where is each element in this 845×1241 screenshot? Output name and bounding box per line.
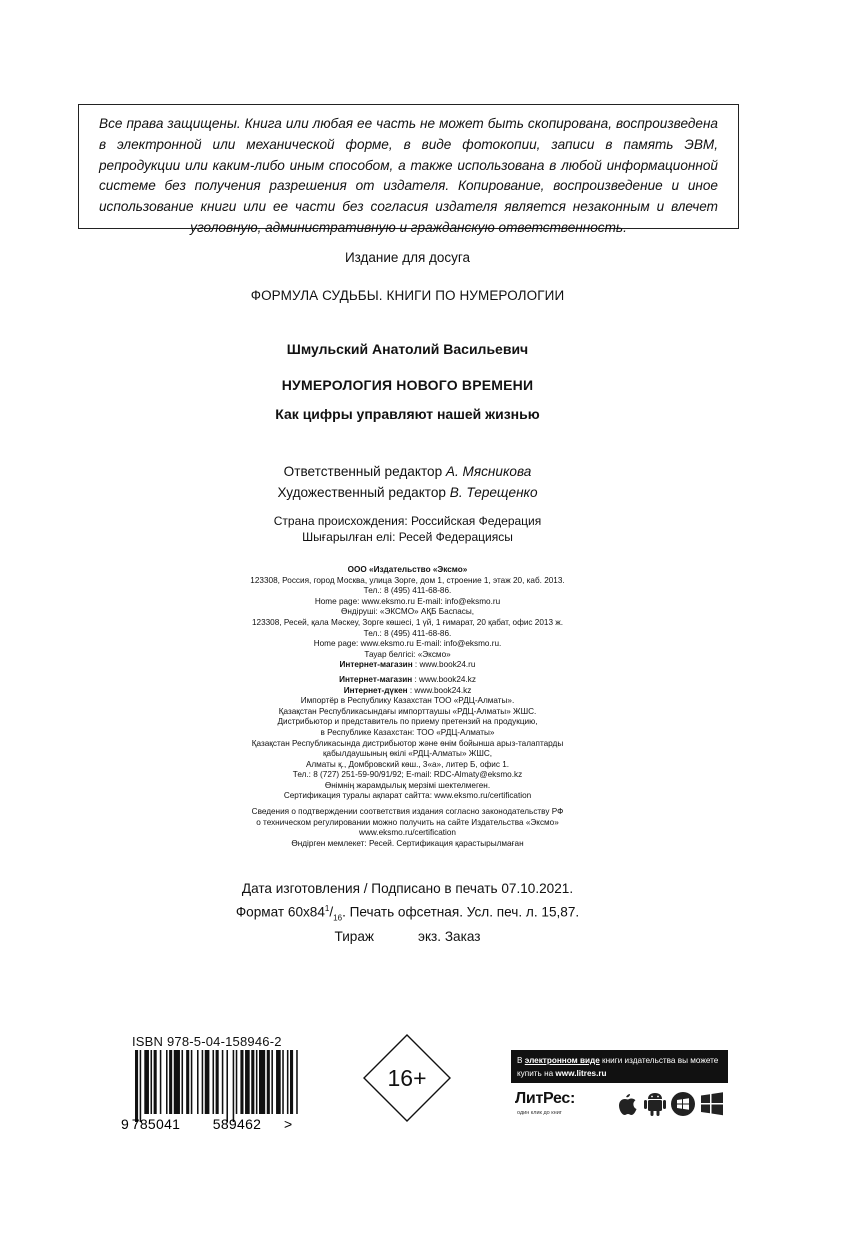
- barcode-bar: [151, 1050, 153, 1114]
- apple-icon: [619, 1094, 637, 1115]
- publisher-line: 123308, Ресей, қала Мәскеу, Зорге көшесі, 1 үй, 1 ғимарат, 20 қабат, офис 2013 ж.: [251, 617, 564, 627]
- platform-icons: [615, 1090, 727, 1118]
- copyright-text: Все права защищены. Книга или любая ее часть не может быть скопирована, воспроизведена в электронной или механической форме, в виде фотокопии, записи в память ЭВМ, репродукции или каким-либо иным способом, а также использована в любой информационной системе без получения разрешения от издателя. Копирование, воспроизведение и иное использование книги или ее части без согласия издателя является незаконным и влечет уголовную, административную и гражданскую ответственность.: [99, 116, 718, 235]
- publisher-line: Тел.: 8 (495) 411-68-86.: [363, 628, 452, 638]
- publisher-lines-3: [0, 807, 815, 849]
- publisher-line: Сведения о подтверждении соответствия издания согласно законодательству РФ: [251, 807, 564, 817]
- barcode-bar: [287, 1050, 289, 1114]
- edition-type: Издание для досуга: [344, 250, 471, 265]
- publisher-block: [0, 565, 815, 849]
- litres-block: [511, 1050, 728, 1128]
- publisher-line: Тауар белгісі: «Эксмо»: [364, 649, 451, 659]
- publisher-line: Home page: www.eksmo.ru E-mail: info@eksmo.ru: [314, 596, 501, 606]
- barcode-bar: [233, 1050, 235, 1122]
- publisher-line: Тел.: 8 (495) 411-68-86.: [363, 586, 452, 596]
- barcode-bar: [216, 1050, 219, 1114]
- barcode-bar: [169, 1050, 172, 1114]
- publisher-line: Қазақстан Республикасындағы импорттаушы «РДЦ-Алматы» ЖШС.: [278, 706, 537, 716]
- publisher-line: Өндірген мемлекет: Ресей. Сертификация қарастырылмаған: [291, 838, 524, 848]
- publisher-lines-1: [0, 576, 815, 661]
- barcode-bar: [166, 1050, 168, 1114]
- windows-icon: [701, 1092, 723, 1115]
- publisher-line: 123308, Россия, город Москва, улица Зорге, дом 1, строение 1, этаж 20, каб. 2013.: [250, 575, 565, 585]
- online-shop-kz: Интернет-магазин : www.book24.kz: [339, 674, 476, 684]
- print-format: Формат $60x84^1/_{16}$. Печать офсетная. Усл. печ. л. 15,87.: [235, 903, 580, 922]
- publisher-line: Home page: www.eksmo.ru E-mail: info@eksmo.ru.: [313, 639, 502, 649]
- barcode-bar: [282, 1050, 284, 1114]
- publisher-line: Импортёр в Республику Казахстан ТОО «РДЦ-Алматы».: [300, 696, 515, 706]
- barcode-bar: [202, 1050, 204, 1114]
- barcode-digit-first: 9: [121, 1116, 129, 1132]
- origin-ru: Страна происхождения: Российская Федерация: [273, 514, 542, 528]
- publisher-lines-2: [0, 696, 815, 802]
- barcode-bar: [245, 1050, 250, 1114]
- online-duken-kz: Интернет-дүкен : www.book24.kz: [343, 685, 472, 695]
- origin-kz: Шығарылған елі: Ресей Федерациясы: [302, 530, 513, 544]
- barcode-bar: [197, 1050, 199, 1114]
- barcode-bar: [236, 1050, 238, 1114]
- barcode-bar: [226, 1050, 228, 1122]
- litres-banner: В электронном виде книги издательства вы можете купить на www.litres.ru: [511, 1050, 728, 1083]
- publisher-line: Сертификация туралы ақпарат сайтта: www.eksmo.ru/certification: [283, 791, 532, 801]
- online-shop-ru: Интернет-магазин : www.book24.ru: [339, 660, 476, 670]
- barcode-bar: [213, 1050, 215, 1114]
- barcode-bar: [205, 1050, 210, 1114]
- art-editor: Художественный редактор В. Терещенко: [277, 485, 538, 500]
- barcode-bar: [144, 1050, 149, 1114]
- barcode-bar: [240, 1050, 243, 1114]
- isbn-barcode: [120, 1050, 300, 1132]
- publisher-line: Қазақстан Республикасында дистрибьютор және өнім бойынша арыз-талаптарды: [251, 738, 564, 748]
- barcode-bar: [276, 1050, 281, 1114]
- publisher-line: о техническом регулировании можно получить на сайте Издательства «Эксмо»: [256, 817, 559, 827]
- barcode-bar: [135, 1050, 138, 1122]
- barcode-bar: [174, 1050, 180, 1114]
- publisher-line: www.eksmo.ru/certification: [359, 828, 456, 838]
- publisher-line: қабылдаушының өкілі «РДЦ-Алматы» ЖШС,: [322, 749, 493, 759]
- barcode-bar: [271, 1050, 273, 1114]
- barcode-bar: [182, 1050, 184, 1114]
- series-name: ФОРМУЛА СУДЬБЫ. КНИГИ ПО НУМЕРОЛОГИИ: [250, 288, 565, 303]
- barcode-bar: [296, 1050, 298, 1114]
- copyright-notice: [78, 104, 739, 235]
- windows-phone-icon: [671, 1092, 695, 1116]
- litres-logo: ЛитРес:: [515, 1090, 575, 1107]
- barcode-digits-right: 589462: [212, 1116, 262, 1132]
- barcode-bar: [256, 1050, 258, 1114]
- publisher-line: Алматы қ., Домбровский көш., 3«а», литер Б, офис 1.: [305, 759, 510, 769]
- barcode-digits-left: 785041: [131, 1116, 181, 1132]
- editors-block: [0, 461, 815, 503]
- print-date: Дата изготовления / Подписано в печать 07.10.2021.: [241, 881, 574, 896]
- barcode-bar: [160, 1050, 162, 1114]
- print-run: Тираж экз. Заказ: [334, 929, 481, 945]
- barcode-bar: [259, 1050, 265, 1114]
- publisher-line: Өнімнің жарамдылық мерзімі шектелмеген.: [324, 780, 491, 790]
- barcode-bar: [186, 1050, 189, 1114]
- barcode-bars: [135, 1050, 300, 1122]
- publisher-line: Өндіруші: «ЭКСМО» АҚБ Баспасы,: [340, 607, 475, 617]
- isbn-label: ISBN 978-5-04-158946-2: [132, 1034, 282, 1049]
- barcode-bar: [191, 1050, 193, 1114]
- book-title: НУМЕРОЛОГИЯ НОВОГО ВРЕМЕНИ: [281, 377, 534, 393]
- barcode-bar: [154, 1050, 157, 1114]
- age-rating: 16+: [387, 1065, 427, 1091]
- barcode-digit-end: >: [284, 1116, 293, 1132]
- book-subtitle: Как цифры управляют нашей жизнью: [275, 406, 540, 422]
- barcode-bar: [290, 1050, 293, 1114]
- publisher-name: ООО «Издательство «Эксмо»: [347, 565, 468, 574]
- barcode-bar: [251, 1050, 254, 1114]
- litres-tagline: один клик до книг: [517, 1110, 562, 1116]
- barcode-bar: [140, 1050, 142, 1122]
- barcode-bar: [222, 1050, 224, 1114]
- author-name: Шмульский Анатолий Васильевич: [286, 341, 529, 357]
- responsible-editor: Ответственный редактор А. Мясникова: [283, 464, 532, 479]
- publisher-line: Дистрибьютор и представитель по приему претензий на продукцию,: [277, 717, 538, 727]
- publisher-line: Тел.: 8 (727) 251-59-90/91/92; E-mail: RDC-Almaty@eksmo.kz: [292, 770, 523, 780]
- android-icon: [644, 1093, 666, 1116]
- publisher-line: в Республике Казахстан: ТОО «РДЦ-Алматы»: [320, 727, 495, 737]
- origin-block: [0, 513, 815, 545]
- print-info: [0, 879, 815, 947]
- barcode-bar: [267, 1050, 270, 1114]
